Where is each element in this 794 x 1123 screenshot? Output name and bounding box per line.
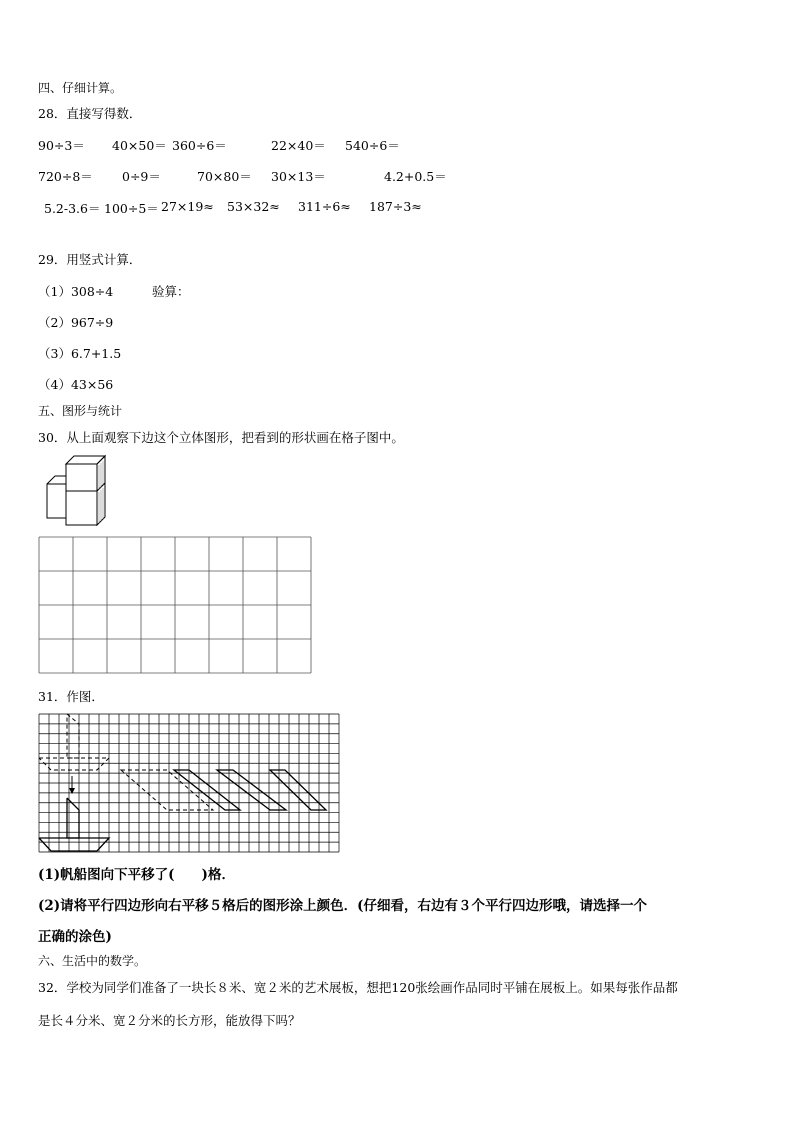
check-label: 验算： bbox=[152, 284, 190, 299]
question-32-line2: 是长４分米、宽２分米的长方形，能放得下吗？ bbox=[38, 1013, 301, 1028]
calc-item: 27×19≈ bbox=[161, 199, 214, 214]
calc-item: 40×50＝ bbox=[112, 138, 167, 153]
cube-face bbox=[66, 464, 97, 491]
question-31-title: 31．作图． bbox=[38, 689, 104, 704]
section-4-heading: 四、仔细计算。 bbox=[38, 81, 123, 95]
calc-item: 90÷3＝ bbox=[38, 138, 85, 153]
calc-item: 0÷9＝ bbox=[122, 169, 161, 184]
question-31-sub2-line1: (2)请将平行四边形向右平移５格后的图形涂上颜色．(仔细看，右边有３个平行四边形哦，请选择一个 bbox=[38, 898, 648, 914]
question-29-title: 29．用竖式计算． bbox=[38, 252, 142, 267]
calc-item: 30×13＝ bbox=[271, 169, 326, 184]
cube-figure bbox=[44, 453, 118, 529]
calc-item: 70×80＝ bbox=[197, 169, 252, 184]
cube-edge bbox=[47, 476, 66, 484]
sailboat-dashed-shape bbox=[39, 714, 109, 770]
calc-item: 540÷6＝ bbox=[345, 138, 400, 153]
cube-face bbox=[66, 491, 97, 525]
question-30-title: 30．从上面观察下边这个立体图形，把看到的形状画在格子图中。 bbox=[38, 430, 404, 445]
section-5-heading: 五、图形与统计 bbox=[38, 404, 123, 418]
calc-item: 100÷5＝ bbox=[104, 201, 159, 216]
answer-grid[interactable] bbox=[39, 537, 312, 673]
cube-face bbox=[47, 484, 66, 518]
parallelogram-a bbox=[174, 770, 240, 810]
cube-face bbox=[66, 456, 105, 464]
vertical-calc-item: （4）43×56 bbox=[38, 377, 114, 392]
vertical-calc-item: （3）6.7+1.5 bbox=[38, 346, 122, 361]
calc-item: 187÷3≈ bbox=[369, 199, 422, 214]
calc-item: 53×32≈ bbox=[227, 199, 280, 214]
vertical-calc-item: （1）308÷4 bbox=[38, 284, 114, 299]
question-32-line1: 32．学校为同学们准备了一块长８米、宽２米的艺术展板，想把120张绘画作品同时平铺在展板上。如果每张作品都 bbox=[38, 980, 678, 995]
vertical-calc-item: （2）967÷9 bbox=[38, 315, 114, 330]
section-6-heading: 六、生活中的数学。 bbox=[38, 954, 147, 968]
question-28-title: 28．直接写得数． bbox=[38, 106, 142, 121]
calc-item: 4.2+0.5＝ bbox=[384, 169, 447, 184]
calc-item: 360÷6＝ bbox=[172, 138, 227, 153]
drawing-grid bbox=[39, 714, 339, 852]
calc-item: 22×40＝ bbox=[271, 138, 326, 153]
question-31-sub2-line2: 正确的涂色) bbox=[38, 929, 112, 945]
question-31-sub1: (1)帆船图向下平移了( )格． bbox=[38, 867, 235, 883]
calc-item: 5.2-3.6＝ bbox=[44, 201, 101, 216]
calc-item: 720÷8＝ bbox=[38, 169, 93, 184]
calc-item: 311÷6≈ bbox=[298, 199, 351, 214]
sailboat-solid-shape bbox=[39, 798, 109, 851]
